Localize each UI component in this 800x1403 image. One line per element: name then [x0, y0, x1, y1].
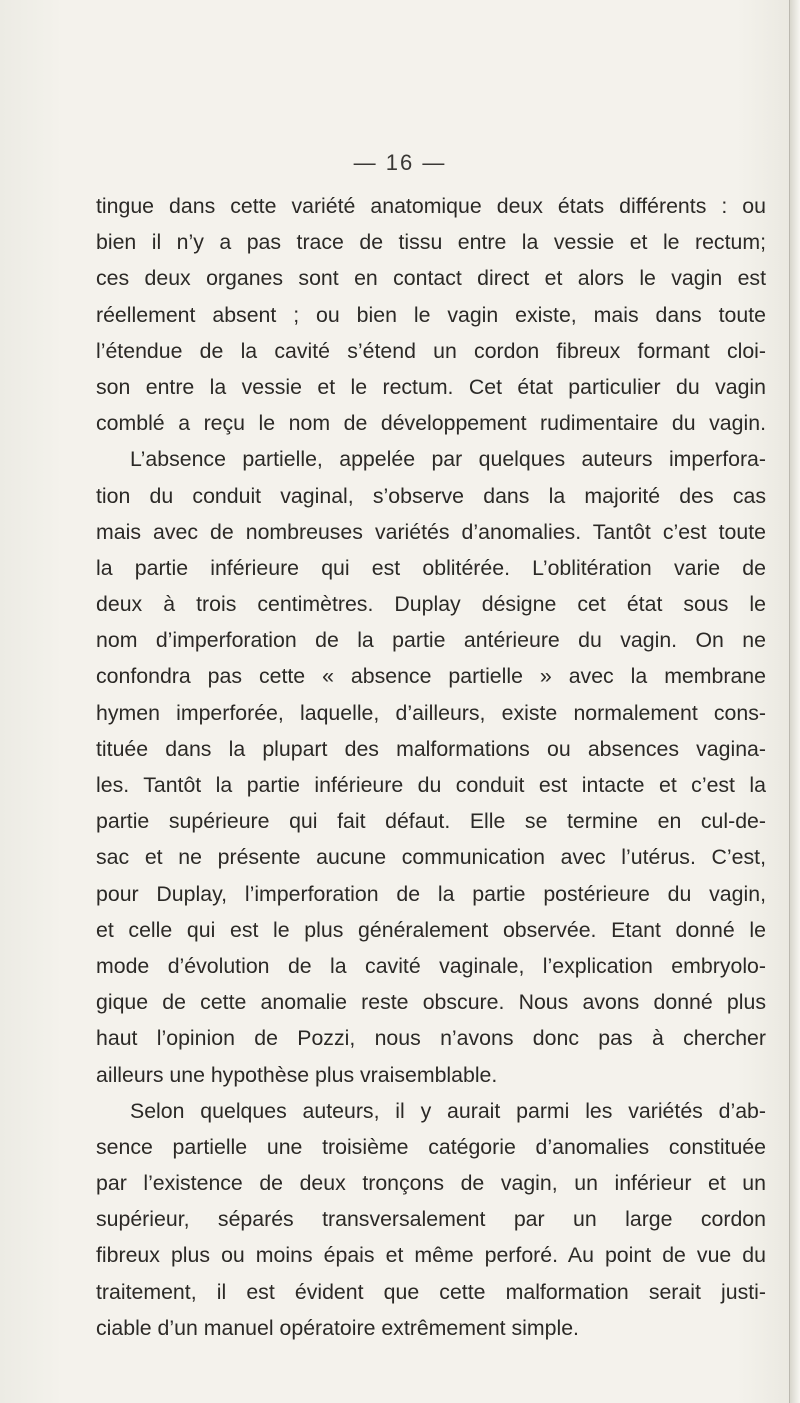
text-line: ces deux organes sont en contact direct et alors le vagin est [96, 266, 766, 291]
text-line: ciable d’un manuel opératoire extrêmement simple. [96, 1315, 579, 1340]
text-line: supérieur, séparés transversalement par un large cordon [96, 1207, 766, 1232]
text-line: comblé a reçu le nom de développement rudimentaire du vagin. [96, 411, 766, 436]
text-line: tituée dans la plupart des malformations ou absences vagina- [96, 736, 766, 761]
page-edge [789, 0, 800, 1403]
text-line: mode d’évolution de la cavité vaginale, l’explication embryolo- [96, 953, 766, 978]
text-line: et celle qui est le plus généralement observée. Etant donné le [96, 917, 766, 942]
text-line: par l’existence de deux tronçons de vagin, un inférieur et un [96, 1171, 766, 1196]
text-line: les. Tantôt la partie inférieure du conduit est intacte et c’est la [96, 773, 766, 797]
text-line: confondra pas cette « absence partielle » avec la membrane [96, 664, 766, 689]
page-number: — 16 — [353, 150, 447, 175]
text-line: sence partielle une troisième catégorie d’anomalies constituée [96, 1134, 766, 1159]
text-line: partie supérieure qui fait défaut. Elle se termine en cul-de- [96, 809, 766, 834]
text-line: hymen imperforée, laquelle, d’ailleurs, existe normalement cons- [96, 700, 766, 725]
text-line: son entre la vessie et le rectum. Cet état particulier du vagin [96, 374, 766, 399]
text-line: haut l’opinion de Pozzi, nous n’avons donc pas à chercher [96, 1026, 766, 1051]
text-line: deux à trois centimètres. Duplay désigne cet état sous le [96, 592, 766, 617]
text-line: traitement, il est évident que cette malformation serait justi- [96, 1279, 766, 1304]
text-line: mais avec de nombreuses variétés d’anomalies. Tantôt c’est toute [96, 519, 766, 544]
text-line: L’absence partielle, appelée par quelques auteurs imperfora- [130, 447, 766, 472]
text-line: ailleurs une hypothèse plus vraisemblable. [96, 1062, 498, 1087]
text-line: pour Duplay, l’imperforation de la partie postérieure du vagin, [96, 881, 766, 906]
text-line: sac et ne présente aucune communication avec l’utérus. C’est, [96, 845, 766, 870]
text-line: gique de cette anomalie reste obscure. Nous avons donné plus [96, 990, 766, 1015]
body-text [96, 188, 766, 1346]
text-line: bien il n’y a pas trace de tissu entre la vessie et le rectum; [96, 230, 766, 255]
text-line: tingue dans cette variété anatomique deux états différents : ou [96, 194, 766, 218]
text-line: fibreux plus ou moins épais et même perforé. Au point de vue du [96, 1243, 766, 1268]
text-line: réellement absent ; ou bien le vagin existe, mais dans toute [96, 302, 766, 327]
text-line: Selon quelques auteurs, il y aurait parmi les variétés d’ab- [130, 1098, 766, 1123]
text-line: l’étendue de la cavité s’étend un cordon fibreux formant cloi- [96, 338, 766, 363]
text-line: tion du conduit vaginal, s’observe dans la majorité des cas [96, 483, 766, 508]
text-line: la partie inférieure qui est oblitérée. L’oblitération varie de [96, 555, 766, 580]
text-line: nom d’imperforation de la partie antérieure du vagin. On ne [96, 628, 766, 653]
